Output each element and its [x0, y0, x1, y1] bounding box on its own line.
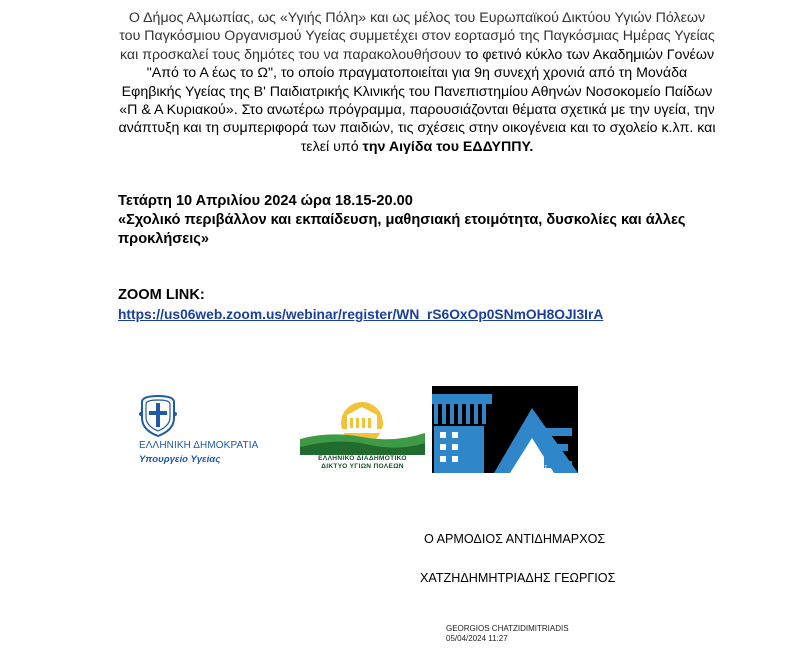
healthy-cities-network-logo	[300, 399, 425, 474]
healthy-city-emblem-icon	[300, 399, 425, 455]
zoom-section	[118, 286, 603, 325]
zoom-label: ZOOM LINK:	[118, 287, 205, 303]
signatory-role: Ο ΑΡΜΟΔΙΟΣ ΑΝΤΙΔΗΜΑΡΧΟΣ	[424, 532, 606, 546]
digital-signature-stamp	[446, 624, 569, 643]
attica-label: ΑΤΤΙΚΗΣ	[524, 465, 548, 471]
greek-coat-of-arms-icon	[138, 394, 178, 438]
zoom-link[interactable]: https://us06web.zoom.us/webinar/register/WN_rS6OxOp0SNmOH8OJI3IrA	[118, 307, 604, 322]
signatory-name: ΧΑΤΖΗΔΗΜΗΤΡΙΑΔΗΣ ΓΕΩΡΓΙΟΣ	[420, 571, 616, 585]
intro-text-part2: το φετινό κύκλο των Ακαδημιών Γονέων "Από το Α έως το Ω", το οποίο πραγματοποιείται για 9η συνεχή χρονιά από τη Μονάδα Εφηβικής Υγείας της Β' Παιδιατρικής Κλινικής του Πανεπιστημίου Αθηνών Νοσοκομείο Παίδων «Π & Α Κυριακού». Στο ανωτέρω πρόγραμμα, παρουσιάζονται θέματα σχετικά με την υγεία, την ανάπτυξη και τη συμπεριφορά των παιδιών, τις σχέσεις στην οικογένεια και το σχολείο κ.λπ. και τελεί υπό	[118, 46, 716, 155]
network-line2: ΔΙΚΤΥΟ ΥΓΙΩΝ ΠΟΛΕΩΝ	[321, 463, 404, 470]
intro-text-part1: Ο Δήμος Αλμωπίας, ως «Υγιής Πόλη» και ως μέλος του Ευρωπαϊκού Δικτύου Υγιών Πόλεων του Παγκόσμιου Οργανισμού Υγείας συμμετέχει στον εορτασμό της Παγκόσμιας Ημέρας Υγείας και προσκαλεί τους δημότες του να παρακολουθήσουν	[119, 10, 715, 63]
digital-signature-date: 05/04/2024 11:27	[446, 633, 508, 643]
edddyppy-logo	[432, 386, 578, 473]
event-title: «Σχολικό περιβάλλον και εκπαίδευση, μαθησιακή ετοιμότητα, δυσκολίες και άλλες προκλήσεις»	[118, 212, 686, 247]
attica-building-emblem-icon	[432, 386, 578, 473]
ministry-line2: Υπουργείο Υγείας	[139, 454, 221, 465]
event-block	[118, 192, 728, 249]
aegis-text: την Αιγίδα του ΕΔΔΥΠΠΥ.	[362, 138, 534, 155]
event-date: Τετάρτη 10 Απριλίου 2024 ώρα 18.15-20.00	[118, 193, 413, 209]
ministry-line1: ΕΛΛΗΝΙΚΗ ΔΗΜΟΚΡΑΤΙΑ	[139, 440, 259, 451]
intro-paragraph	[118, 9, 716, 156]
network-line1: ΕΛΛΗΝΙΚΟ ΔΙΑΔΗΜΟΤΙΚΟ	[318, 455, 407, 462]
digital-signature-name: GEORGIOS CHATZIDIMITRIADIS	[446, 624, 569, 633]
ministry-of-health-logo	[137, 394, 272, 474]
